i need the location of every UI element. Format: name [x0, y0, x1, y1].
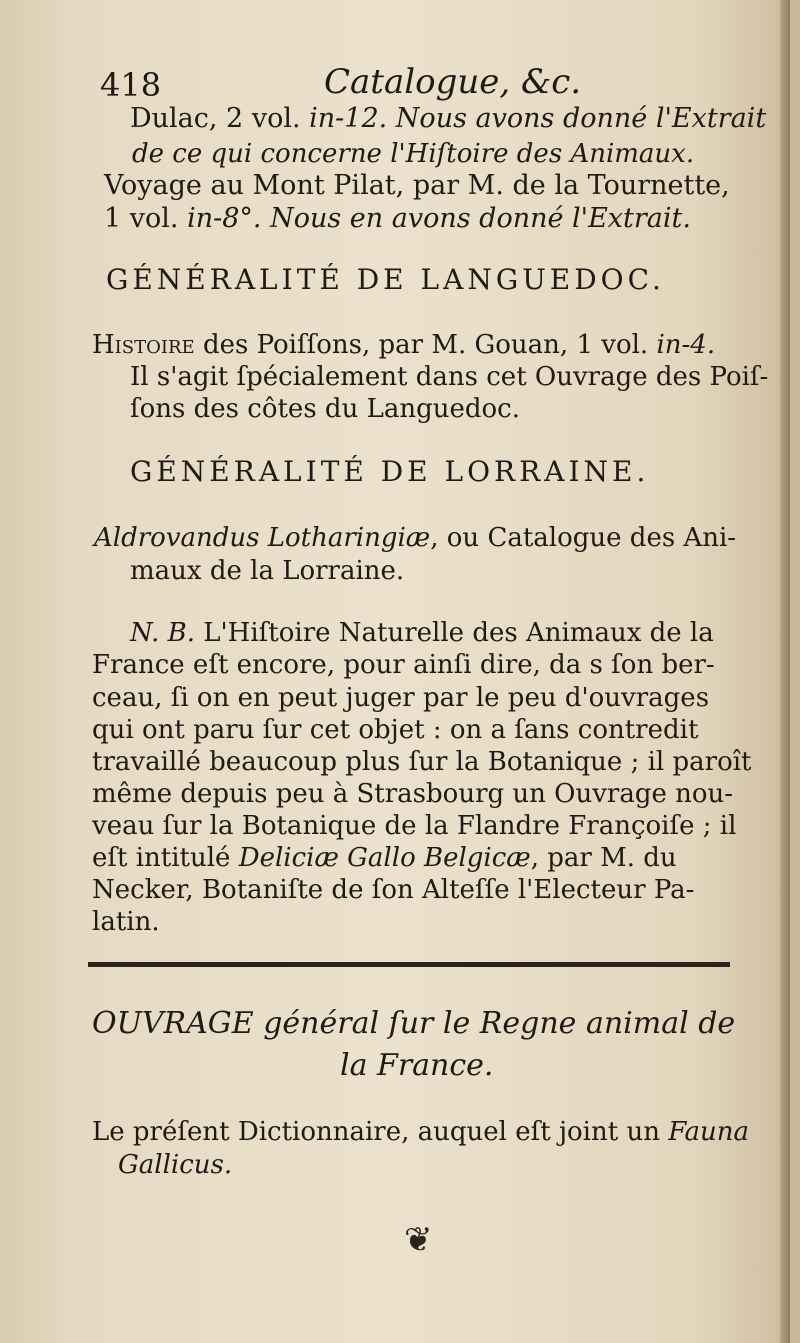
- fleuron-ornament: ❦: [404, 1220, 433, 1260]
- languedoc-line-1: Histoire des Poiſſons, par M. Gouan, 1 vol. in-4.: [92, 330, 716, 360]
- languedoc-line-3: ſons des côtes du Languedoc.: [130, 394, 520, 424]
- note-line-9: Necker, Botaniſte de ſon Alteſſe l'Electeur Pa-: [92, 875, 695, 905]
- lorraine-line-2: maux de la Lorraine.: [130, 556, 405, 586]
- ouvrage-title-line-2: la France.: [340, 1048, 494, 1083]
- running-title: Catalogue, &c.: [324, 62, 582, 102]
- note-line-6: même depuis peu à Strasbourg un Ouvrage nou-: [92, 779, 734, 809]
- heading-languedoc: GÉNÉRALITÉ DE LANGUEDOC.: [106, 263, 665, 296]
- note-line-8: eſt intitulé Deliciæ Gallo Belgicæ, par M. du: [92, 843, 677, 873]
- note-line-10: latin.: [92, 907, 160, 937]
- entry-line-2: de ce qui concerne l'Hiſtoire des Animaux.: [132, 139, 695, 169]
- section-rule: [88, 962, 730, 967]
- note-line-7: veau ſur la Botanique de la Flandre Françoiſe ; il: [92, 811, 737, 841]
- note-line-2: France eſt encore, pour ainſi dire, da s ſon ber-: [92, 650, 715, 680]
- heading-lorraine: GÉNÉRALITÉ DE LORRAINE.: [130, 455, 650, 488]
- entry-line-3: Voyage au Mont Pilat, par M. de la Tournette,: [104, 170, 730, 201]
- note-line-5: travaillé beaucoup plus ſur la Botanique ; il paroît: [92, 747, 752, 777]
- languedoc-line-2: Il s'agit ſpécialement dans cet Ouvrage des Poiſ-: [130, 362, 769, 392]
- note-line-4: qui ont paru ſur cet objet : on a ſans contredit: [92, 715, 699, 745]
- page-edge: [780, 0, 790, 1343]
- ouvrage-para-line-2: Gallicus.: [118, 1150, 233, 1180]
- note-line-1: N. B. L'Hiſtoire Naturelle des Animaux de la: [130, 618, 714, 648]
- ouvrage-para-line-1: Le préſent Dictionnaire, auquel eſt joint un Fauna: [92, 1117, 749, 1147]
- ouvrage-title-line-1: OUVRAGE général ſur le Regne animal de: [92, 1006, 736, 1041]
- page-number: 418: [100, 66, 162, 104]
- entry-line-1: Dulac, 2 vol. in-12. Nous avons donné l'Extrait: [130, 103, 767, 134]
- entry-line-4: 1 vol. in-8°. Nous en avons donné l'Extrait.: [104, 203, 691, 234]
- lorraine-line-1: Aldrovandus Lotharingiæ, ou Catalogue des Ani-: [94, 523, 737, 553]
- note-line-3: ceau, ſi on en peut juger par le peu d'ouvrages: [92, 683, 710, 713]
